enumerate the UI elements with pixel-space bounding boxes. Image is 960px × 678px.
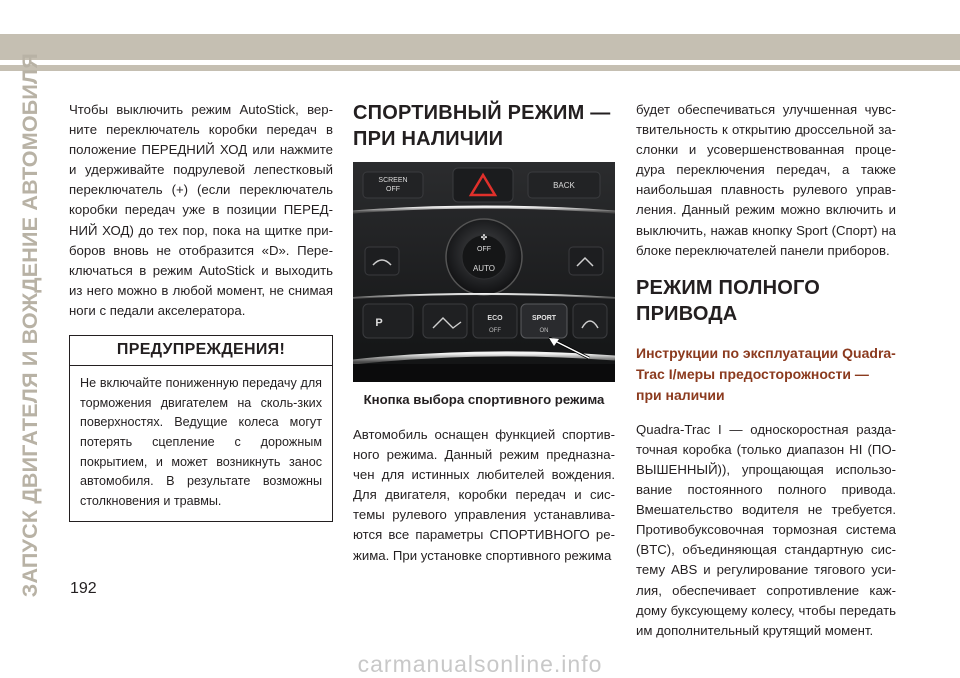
eco-off-label: OFF — [489, 328, 501, 334]
warning-text: Не включайте пониженную передачу для торможения двигателем на сколь-зких поверхностях. Ведущие колеса могут потерять сцепление с дорожным покрытием, и может возникнуть занос автомобиля. В результате возможны столкновения и травмы. — [80, 376, 322, 508]
column-right — [636, 100, 896, 641]
header-band — [0, 0, 960, 60]
fan-icon: ✤ — [480, 233, 488, 242]
column-middle — [353, 100, 615, 566]
sport-on-label: ON — [539, 328, 549, 334]
header-rule — [0, 65, 960, 71]
section-heading: РЕЖИМ ПОЛНОГО ПРИВОДА — [636, 276, 821, 325]
back-label: BACK — [553, 181, 575, 190]
figure-caption: Кнопка выбора спортивного режима — [363, 392, 605, 407]
hill-descent-button[interactable] — [423, 304, 467, 338]
park-p-label: P — [375, 317, 383, 329]
watermark — [0, 650, 960, 678]
screen-off-label-2: OFF — [386, 186, 400, 193]
body-paragraph: Quadra-Trac I — односкоростная разда-точная коробка (только диапазон HI (ПО-ВЫШЕННЫЙ)), упрощающая использо-вание постоянного полного привода. Вмешательство водителя не требуется. Противобуксовочная тормозная система (BTC), объединяющая стандартную сис-тему ABS и регулирование тягового уси-лия, обеспечивает сопротивление каж-дому буксующему колесу, чтобы передать им дополнительный крутящий момент. — [636, 421, 896, 638]
watermark-text: carmanualsonline.info — [357, 650, 603, 677]
side-title-text: ЗАПУСК ДВИГАТЕЛЯ И ВОЖДЕНИЕ АВТОМОБИЛЯ — [17, 52, 42, 598]
park-assist-button[interactable] — [363, 304, 413, 338]
auto-label: AUTO — [472, 264, 496, 273]
screen-off-label: SCREEN — [378, 177, 408, 184]
warning-box — [69, 335, 333, 522]
section-heading: СПОРТИВНЫЙ РЕЖИМ — ПРИ НАЛИЧИИ — [353, 102, 611, 150]
recirc-button[interactable] — [365, 247, 399, 275]
body-paragraph: Автомобиль оснащен функцией спортив-ного режима. Данный режим предназна-чен для истинных любителей вождения. Для двигателя, коробки передач и сис-темы рулевого управления устанавлива-ются все параметры СПОРТИВНОГО ре-жима. При установке спортивного режима — [353, 427, 615, 563]
control-panel-illustration — [353, 162, 615, 382]
eco-label: ECO — [487, 315, 503, 322]
sport-label: SPORT — [531, 315, 557, 322]
page-number: 192 — [70, 580, 97, 597]
panel-lower — [353, 364, 615, 382]
subheading-block — [636, 343, 896, 406]
warning-title: ПРЕДУПРЕЖДЕНИЯ! — [70, 336, 332, 366]
body-paragraph: Чтобы выключить режим AutoStick, вер-нитe переключатель коробки передач в положение ПЕРЕДНИЙ ХОД или нажмите и удерживайте подрулевой лепестковый переключатель (+) (если переключатель коробки передач уже в позиции ПЕРЕД-НИЙ ХОД) до тех пор, пока на щитке при-боров вновь не отобразится «D». Пере-ключаться в режим AutoStick и выходить из него можно в любой момент, не снимая ноги с педали акселератора. — [69, 102, 333, 318]
subheading: Инструкции по эксплуатации Quadra-Trac I/меры предосторожности — при наличии — [636, 344, 896, 403]
section-side-title — [12, 52, 48, 598]
body-paragraph: будет обеспечиваться улучшенная чувс-твительность к открытию дроссельной за-слонки и усовершенствованная проце-дура переключения передач, а также наибольшая плавность рулевого управ-ления. Данный режим можно включить и выключить, нажав кнопку Sport (Спорт) на блоке переключателей панели приборов. — [636, 102, 896, 258]
header-bar — [0, 34, 960, 60]
fan-off-label: OFF — [477, 246, 491, 253]
sport-mode-button-photo — [353, 162, 615, 382]
defrost-button[interactable] — [569, 247, 603, 275]
screen-off-button[interactable] — [363, 172, 423, 198]
column-left — [69, 100, 333, 522]
